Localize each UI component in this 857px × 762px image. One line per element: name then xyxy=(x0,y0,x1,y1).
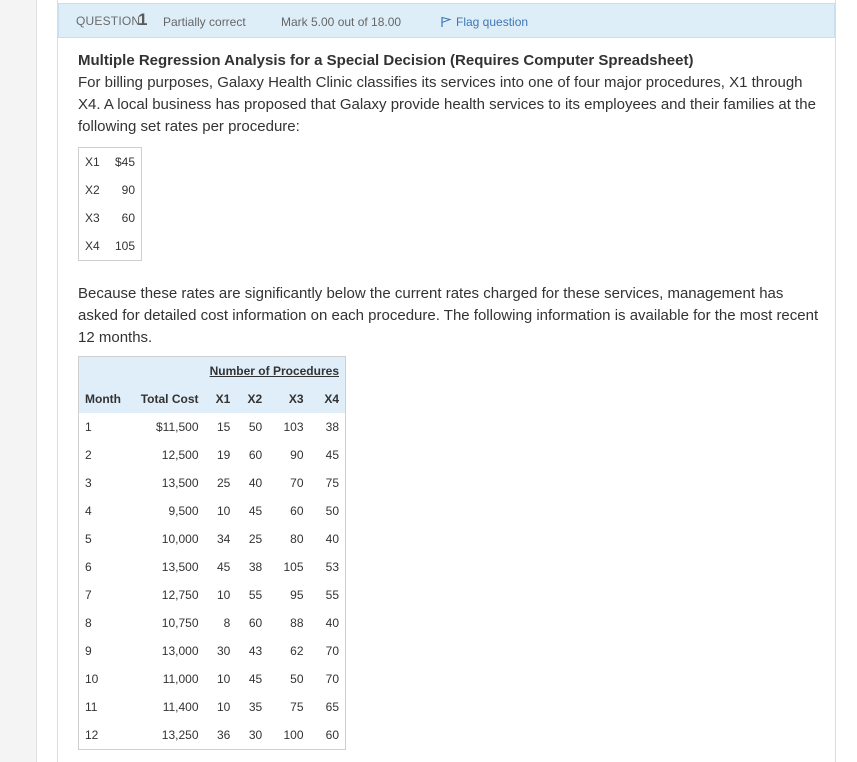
cell-month: 5 xyxy=(85,532,92,546)
cell-x2: 45 xyxy=(248,504,263,518)
cell-month: 12 xyxy=(85,728,99,742)
table-header-row xyxy=(79,385,346,413)
rate-value: $45 xyxy=(114,155,135,169)
cell-month: 7 xyxy=(85,588,92,602)
cell-month: 4 xyxy=(85,504,92,518)
cell-x4: 60 xyxy=(325,728,339,742)
cell-x2: 60 xyxy=(248,448,263,462)
cell-x3: 62 xyxy=(290,644,304,658)
cell-x2: 38 xyxy=(248,560,263,574)
left-rail xyxy=(0,0,37,762)
cell-total-cost: 13,500 xyxy=(161,560,199,574)
col-month: Month xyxy=(85,392,121,406)
flag-icon xyxy=(440,16,452,28)
rate-row xyxy=(79,176,142,204)
cell-total-cost: 12,500 xyxy=(161,448,199,462)
cell-x2: 35 xyxy=(248,700,263,714)
rate-row xyxy=(79,232,142,261)
table-row xyxy=(79,721,346,750)
cell-total-cost: 13,500 xyxy=(161,476,199,490)
cell-month: 8 xyxy=(85,616,92,630)
cell-x4: 45 xyxy=(325,448,339,462)
rate-row xyxy=(79,204,142,232)
cell-month: 1 xyxy=(85,420,92,434)
cell-x1: 25 xyxy=(216,476,231,490)
table-row xyxy=(79,469,346,497)
cell-x2: 50 xyxy=(248,420,263,434)
cell-month: 6 xyxy=(85,560,92,574)
rate-procedure: X3 xyxy=(85,211,100,225)
cell-x1: 30 xyxy=(216,644,231,658)
cell-x2: 55 xyxy=(248,588,263,602)
table-row xyxy=(79,637,346,665)
table-row xyxy=(79,413,346,441)
cell-total-cost: 11,400 xyxy=(162,700,199,714)
rate-value: 105 xyxy=(114,239,135,253)
col-x4: X4 xyxy=(324,392,339,406)
rate-value: 90 xyxy=(121,183,135,197)
table-row xyxy=(79,441,346,469)
rate-value: 60 xyxy=(121,211,135,225)
cell-x2: 45 xyxy=(248,672,263,686)
cell-month: 11 xyxy=(85,700,98,714)
cell-total-cost: 11,000 xyxy=(162,672,199,686)
rate-procedure: X2 xyxy=(85,183,100,197)
col-x3: X3 xyxy=(288,392,304,406)
cell-x2: 60 xyxy=(248,616,263,630)
procedures-table xyxy=(78,356,346,750)
question-intro: For billing purposes, Galaxy Health Clinic classifies its services into one of four major procedures, X1 through X4. A local business has proposed that Galaxy provide health services to its employees and their families at the following set rates per procedure: xyxy=(78,74,816,135)
cell-total-cost: 13,000 xyxy=(161,644,199,658)
cell-x1: 15 xyxy=(216,420,231,434)
cell-x4: 70 xyxy=(325,672,339,686)
cell-x1: 19 xyxy=(216,448,231,462)
cell-total-cost: 10,750 xyxy=(161,616,199,630)
question-mark: Mark 5.00 out of 18.00 xyxy=(281,15,402,29)
cell-x1: 34 xyxy=(216,532,231,546)
cell-total-cost: $11,500 xyxy=(156,420,199,434)
cell-x4: 40 xyxy=(325,532,339,546)
cell-x4: 75 xyxy=(325,476,339,490)
cell-total-cost: 13,250 xyxy=(161,728,199,742)
table-row xyxy=(79,665,346,693)
flag-question-link[interactable] xyxy=(440,15,528,29)
cell-x1: 36 xyxy=(216,728,231,742)
cell-x1: 45 xyxy=(216,560,231,574)
cell-x3: 70 xyxy=(290,476,304,490)
cell-x1: 10 xyxy=(216,672,231,686)
question-text xyxy=(78,50,818,138)
rate-procedure: X4 xyxy=(85,239,100,253)
cell-x4: 50 xyxy=(325,504,339,518)
cell-x3: 60 xyxy=(290,504,304,518)
cell-total-cost: 12,750 xyxy=(161,588,199,602)
cell-x3: 50 xyxy=(290,672,304,686)
col-total-cost: Total Cost xyxy=(140,392,199,406)
table-row xyxy=(79,609,346,637)
question-number: 1 xyxy=(138,10,148,29)
cell-x3: 88 xyxy=(290,616,304,630)
table-row xyxy=(79,497,346,525)
cell-x1: 8 xyxy=(223,616,231,630)
cell-x4: 40 xyxy=(325,616,339,630)
cell-x2: 30 xyxy=(248,728,263,742)
cell-x3: 75 xyxy=(290,700,304,714)
cell-x4: 38 xyxy=(325,420,339,434)
cell-month: 9 xyxy=(85,644,92,658)
cell-month: 3 xyxy=(85,476,92,490)
cell-month: 10 xyxy=(85,672,99,686)
cell-x4: 53 xyxy=(325,560,339,574)
rate-row xyxy=(79,148,142,177)
cell-x1: 10 xyxy=(216,700,231,714)
cell-x1: 10 xyxy=(216,504,231,518)
question-title: Multiple Regression Analysis for a Special Decision (Requires Computer Spreadsheet) xyxy=(78,52,694,69)
cell-x3: 80 xyxy=(290,532,304,546)
table-row xyxy=(79,553,346,581)
table-row xyxy=(79,525,346,553)
cell-x3: 95 xyxy=(290,588,304,602)
cell-x4: 55 xyxy=(325,588,339,602)
question-state: Partially correct xyxy=(163,15,246,29)
cell-x4: 70 xyxy=(325,644,339,658)
cell-x1: 10 xyxy=(216,588,231,602)
cell-total-cost: 10,000 xyxy=(161,532,199,546)
cell-x3: 100 xyxy=(283,728,304,742)
cell-x2: 43 xyxy=(248,644,263,658)
group-header: Number of Procedures xyxy=(209,364,339,378)
rates-table xyxy=(78,147,142,261)
question-info-bar xyxy=(58,3,835,38)
col-x1: X1 xyxy=(215,392,231,406)
cell-x4: 65 xyxy=(325,700,339,714)
question-paragraph-2: Because these rates are significantly below the current rates charged for these services, management has asked for detailed cost information on each procedure. The following information is available for the most recent 12 months. xyxy=(78,285,819,346)
rate-procedure: X1 xyxy=(85,155,100,169)
table-row xyxy=(79,581,346,609)
table-group-header-row xyxy=(79,357,346,386)
cell-x3: 105 xyxy=(283,560,304,574)
col-x2: X2 xyxy=(247,392,263,406)
cell-total-cost: 9,500 xyxy=(168,504,199,518)
cell-x2: 25 xyxy=(248,532,263,546)
question-label: QUESTION xyxy=(76,14,141,28)
cell-x3: 90 xyxy=(290,448,304,462)
question-card xyxy=(57,0,836,762)
cell-x2: 40 xyxy=(248,476,263,490)
cell-month: 2 xyxy=(85,448,92,462)
cell-x3: 103 xyxy=(283,420,304,434)
table-row xyxy=(79,693,346,721)
flag-question-label: Flag question xyxy=(456,15,529,29)
